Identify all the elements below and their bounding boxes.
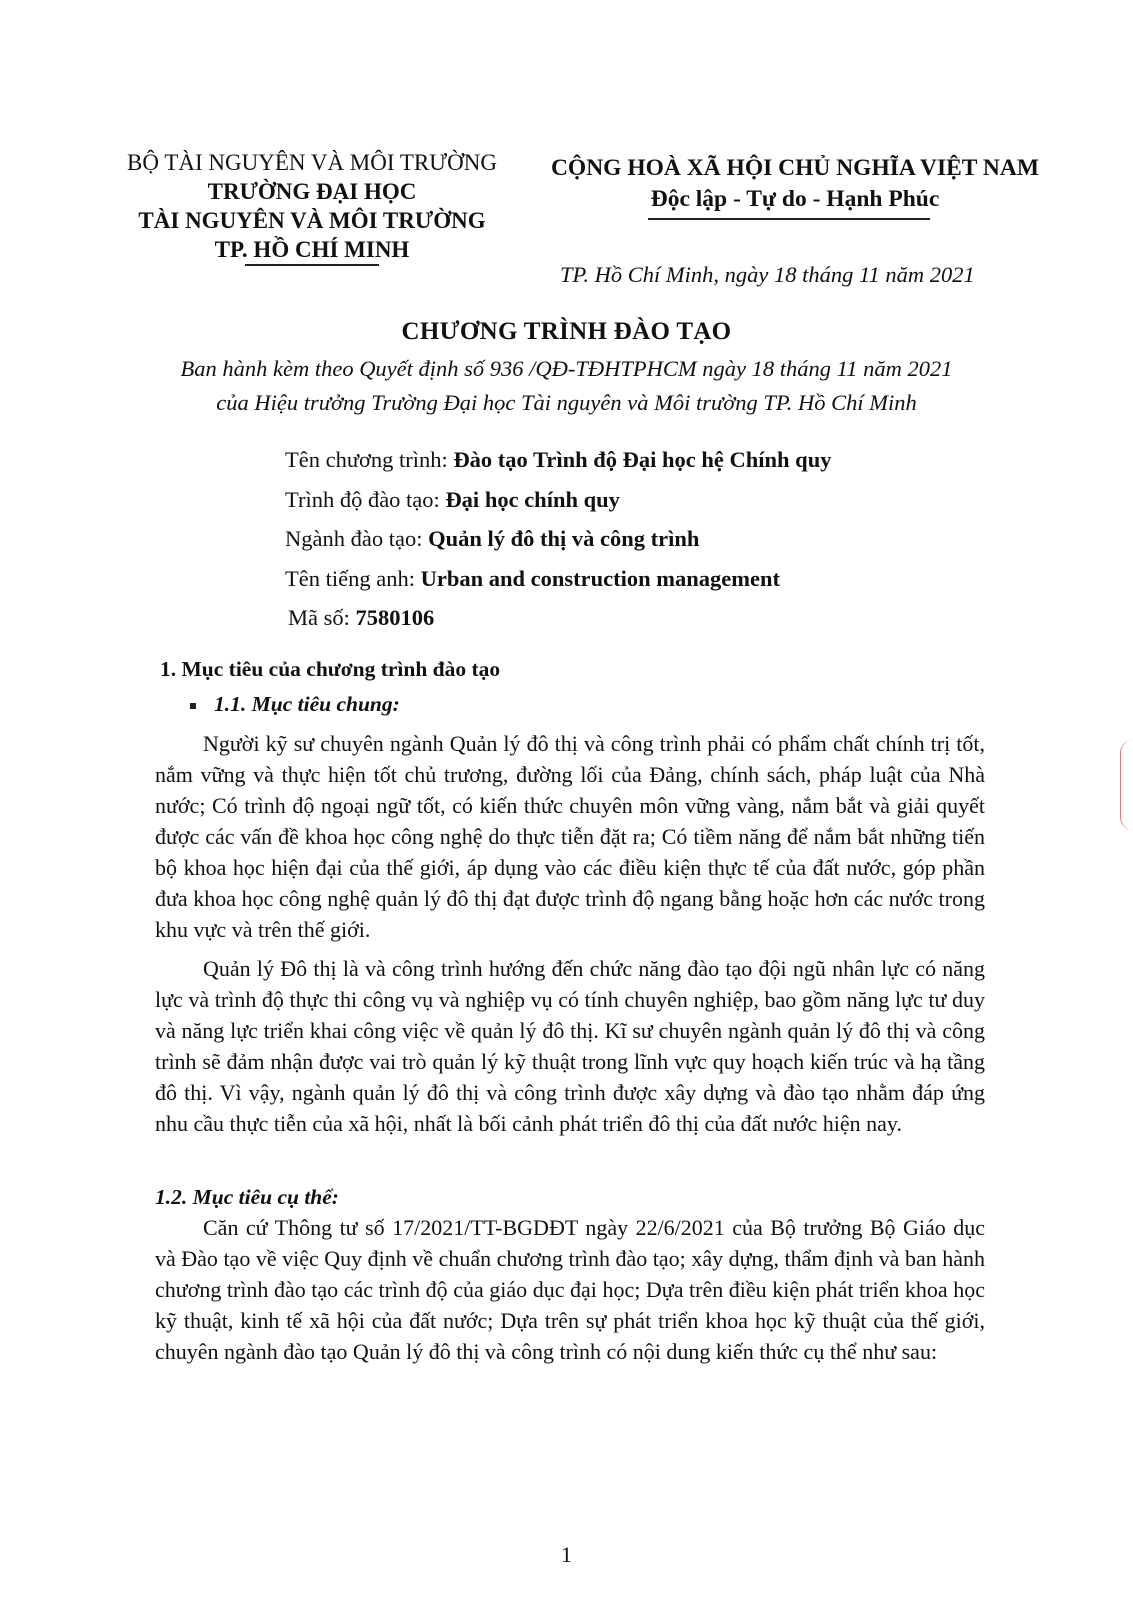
program-name-row (285, 447, 831, 473)
school-name-line2: TÀI NGUYÊN VÀ MÔI TRƯỜNG (138, 208, 486, 233)
code-row (288, 605, 434, 631)
left-header-rule (245, 264, 379, 266)
code-label: Mã số: (288, 605, 356, 630)
english-name-value: Urban and construction management (420, 566, 780, 591)
training-level-row (285, 487, 620, 513)
english-name-label: Tên tiếng anh: (285, 566, 421, 591)
code-value: 7580106 (355, 605, 435, 630)
training-level-value: Đại học chính quy (445, 487, 620, 512)
english-name-row (285, 566, 780, 592)
country-name: CỘNG HOÀ XÃ HỘI CHỦ NGHĨA VIỆT NAM (550, 155, 1040, 181)
section-1-1-heading-row (190, 692, 400, 717)
page-number: 1 (561, 1542, 572, 1567)
issuing-agency-block (112, 148, 512, 264)
bullet-icon (190, 703, 196, 709)
major-label: Ngành đào tạo: (285, 526, 429, 551)
stamp-edge-mark (1120, 740, 1133, 830)
major-row (285, 526, 699, 552)
subtitle-line2: của Hiệu trưởng Trường Đại học Tài nguyên và Môi trường TP. Hồ Chí Minh (216, 390, 917, 415)
section-1-heading: 1. Mục tiêu của chương trình đào tạo (160, 657, 501, 681)
paragraph-general-objectives-1: Người kỹ sư chuyên ngành Quản lý đô thị và công trình phải có phẩm chất chính trị tốt, nắm vững và thực hiện tốt chủ trương, đường lối của Đảng, chính sách, pháp luật của Nhà nước; Có trình độ ngoại ngữ tốt, có kiến thức chuyên môn vững vàng, nắm bắt và giải quyết được các vấn đề khoa học công nghệ do thực tiễn đặt ra; Có tiềm năng để nắm bắt những tiến bộ khoa học hiện đại của thế giới, áp dụng vào các điều kiện thực tế của đất nước, góp phần đưa khoa học công nghệ quản lý đô thị đạt được trình độ ngang bằng hoặc hơn các nước trong khu vực và trên thế giới. (155, 731, 985, 942)
school-name-line1: TRƯỜNG ĐẠI HỌC (207, 179, 417, 204)
program-name-label: Tên chương trình: (285, 447, 454, 472)
section-1-2-heading: 1.2. Mục tiêu cụ thể: (155, 1185, 339, 1209)
program-name-value: Đào tạo Trình độ Đại học hệ Chính quy (453, 447, 832, 472)
paragraph-general-objectives-2: Quản lý Đô thị là và công trình hướng đến chức năng đào tạo đội ngũ nhân lực có năng lực và trình độ thực thi công vụ và nghiệp vụ có tính chuyên nghiệp, bao gồm năng lực tư duy và năng lực triển khai công việc về quản lý đô thị. Kĩ sư chuyên ngành quản lý đô thị và công trình sẽ đảm nhận được vai trò quản lý kỹ thuật trong lĩnh vực quy hoạch kiến trúc và hạ tầng đô thị. Vì vậy, ngành quản lý đô thị và công trình được xây dựng và đào tạo nhằm đáp ứng nhu cầu thực tiễn của xã hội, nhất là bối cảnh phát triển đô thị của đất nước hiện nay. (155, 956, 985, 1136)
ministry-name: BỘ TÀI NGUYÊN VÀ MÔI TRƯỜNG (127, 150, 497, 175)
national-motto: Độc lập - Tự do - Hạnh Phúc (650, 186, 940, 212)
national-header-block (540, 153, 1050, 215)
document-title: CHƯƠNG TRÌNH ĐÀO TẠO (401, 318, 732, 345)
training-level-label: Trình độ đào tạo: (285, 487, 446, 512)
section-1-1-heading: 1.1. Mục tiêu chung: (214, 692, 400, 716)
subtitle-line1: Ban hành kèm theo Quyết định số 936 /QĐ-TĐHTPHCM ngày 18 tháng 11 năm 2021 (180, 356, 953, 381)
paragraph-specific-objectives: Căn cứ Thông tư số 17/2021/TT-BGDĐT ngày 22/6/2021 của Bộ trưởng Bộ Giáo dục và Đào tạo về việc Quy định về chuẩn chương trình đào tạo; xây dựng, thẩm định và ban hành chương trình đào tạo các trình độ của giáo dục đại học; Dựa trên điều kiện phát triển khoa học kỹ thuật, kinh tế xã hội của đất nước; Dựa trên sự phát triển khoa học kỹ thuật của thế giới, chuyên ngành đào tạo Quản lý đô thị và công trình có nội dung kiến thức cụ thể như sau: (155, 1215, 985, 1364)
major-value: Quản lý đô thị và công trình (428, 526, 700, 551)
school-name-line3: TP. HỒ CHÍ MINH (214, 237, 410, 262)
date-line: TP. Hồ Chí Minh, ngày 18 tháng 11 năm 2021 (560, 262, 975, 287)
right-header-rule (648, 218, 930, 220)
